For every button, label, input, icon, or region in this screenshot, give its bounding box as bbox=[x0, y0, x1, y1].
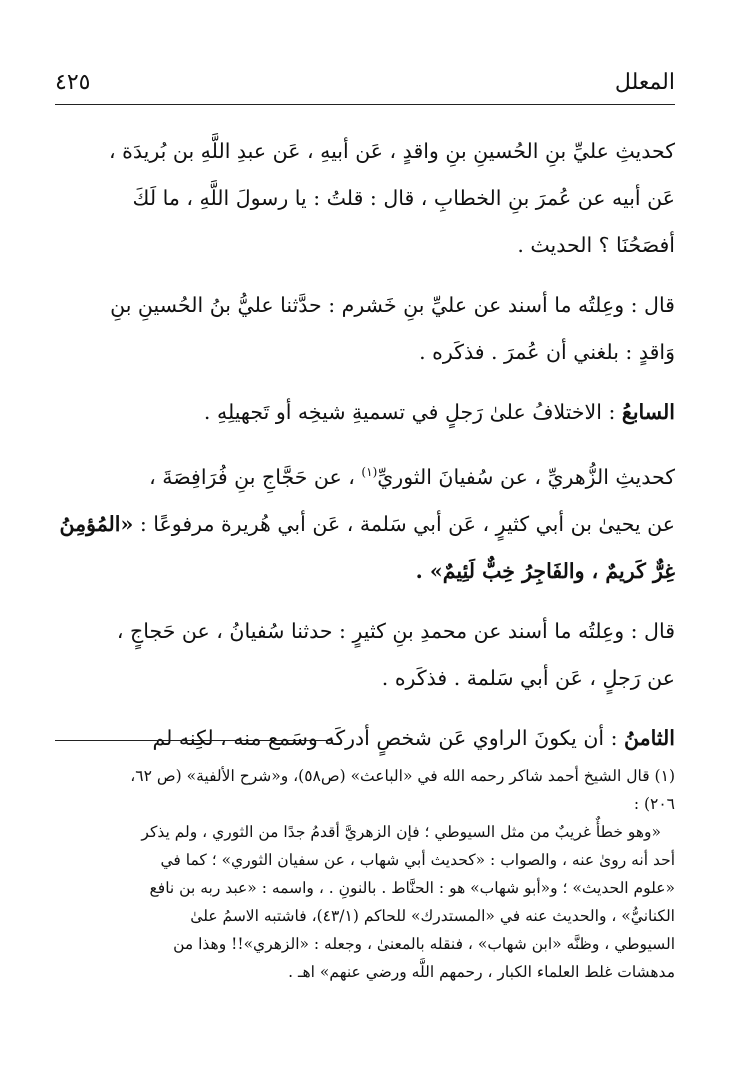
header-rule bbox=[55, 104, 675, 105]
text-line: : أن يكونَ الراوي عَن شخصٍ أدركَه وسَمع منه ، لكِنه لم bbox=[152, 725, 618, 750]
text-line: كحديثِ عليِّ بنِ الحُسينِ بنِ واقدٍ ، عَن أبيهِ ، عَن عبدِ اللَّهِ بن بُريدَة ، bbox=[108, 139, 675, 163]
paragraph-6 bbox=[55, 715, 675, 762]
footnote-quote-line: الكنانيُّ» ، والحديث عنه في «المستدرك» للحاكم (٤٣/١)، فاشتبه الاسمُ علىٰ bbox=[190, 907, 675, 925]
text-line: قال : وعِلتُه ما أسند عن عليِّ بنِ خَشرم : حدَّثنا عليُّ بنُ الحُسينِ بنِ bbox=[110, 293, 675, 317]
footnote-line: ٢٠٦) : bbox=[633, 795, 675, 813]
footnote bbox=[55, 762, 675, 986]
hadith-text: «المُؤمِنُ bbox=[59, 511, 134, 536]
footnote-line: (١) قال الشيخ أحمد شاكر رحمه الله في «الباعث» (ص٥٨)، و«شرح الألفية» (ص ٦٢، bbox=[130, 767, 675, 785]
paragraph-5 bbox=[55, 608, 675, 702]
footnote-quote-line: السيوطي ، وظنَّه «ابن شهاب» ، فنقله بالمعنىٰ ، وجعله : «الزهري»!! وهذا من bbox=[173, 935, 675, 953]
paragraph-2 bbox=[55, 282, 675, 376]
page-number: ٤٢٥ bbox=[55, 70, 91, 95]
hadith-text: غِرٌّ كَريمٌ ، والفَاجِرُ خِبٌّ لَئِيمٌ» . bbox=[415, 558, 675, 583]
book-page bbox=[55, 0, 675, 1085]
text-line: وَاقدٍ : بلغني أن عُمرَ . فذكَره . bbox=[419, 340, 675, 364]
footnote-quote-line: «وهو خطأٌ غريبٌ من مثل السيوطي ؛ فإن الزهريَّ أقدمُ جدًا من الثوري ، ولم يذكر bbox=[141, 823, 661, 841]
section-label: الثامنُ bbox=[624, 725, 675, 750]
text-line: : الاختلافُ علىٰ رَجلٍ في تسميةِ شيخِه أو تَجهيلِهِ . bbox=[203, 400, 616, 424]
footnote-separator bbox=[55, 740, 333, 741]
text-line: عن يحيىٰ بن أبي كثيرٍ ، عَن أبي سَلمة ، عَن أبي هُريرة مرفوعًا : bbox=[139, 511, 675, 536]
footnote-quote-line: مدهشات غلط العلماء الكبار ، رحمهم اللَّه ورضي عنهم» اهـ . bbox=[288, 963, 675, 981]
running-title: المعلل bbox=[614, 70, 675, 95]
footnote-quote-line: «علوم الحديث» ؛ و«أبو شهاب» هو : الحنَّاط . بالنونِ . ، واسمه : «عبد ربه بن نافع bbox=[149, 879, 675, 897]
text-line: عَن أبيه عن عُمرَ بنِ الخطابِ ، قال : قلتُ : يا رسولَ اللَّهِ ، ما لَكَ bbox=[132, 186, 675, 210]
text-line: أفصَحُنَا ؟ الحديث . bbox=[517, 233, 675, 257]
footnote-marker[interactable]: (١) bbox=[361, 465, 378, 479]
paragraph-1 bbox=[55, 128, 675, 269]
footnote-quote-line: أحد أنه روىٰ عنه ، والصواب : «كحديث أبي شهاب ، عن سفيان الثوري» ؛ كما في bbox=[160, 851, 675, 869]
text-line: كحديثِ الزُّهريِّ ، عن سُفيانَ الثوريِّ bbox=[377, 464, 675, 489]
paragraph-3 bbox=[55, 389, 675, 436]
text-line: عن رَجلٍ ، عَن أبي سَلمة . فذكَره . bbox=[381, 665, 675, 690]
paragraph-4 bbox=[55, 449, 675, 595]
main-text bbox=[55, 128, 675, 762]
page-header bbox=[55, 66, 675, 102]
section-label: السابعُ bbox=[621, 400, 675, 424]
text-line: قال : وعِلتُه ما أسند عن محمدِ بنِ كثيرٍ : حدثنا سُفيانُ ، عن حَجاجٍ ، bbox=[116, 618, 675, 643]
text-line: ، عن حَجَّاجِ بنِ فُرَافِصَةَ ، bbox=[149, 464, 355, 489]
